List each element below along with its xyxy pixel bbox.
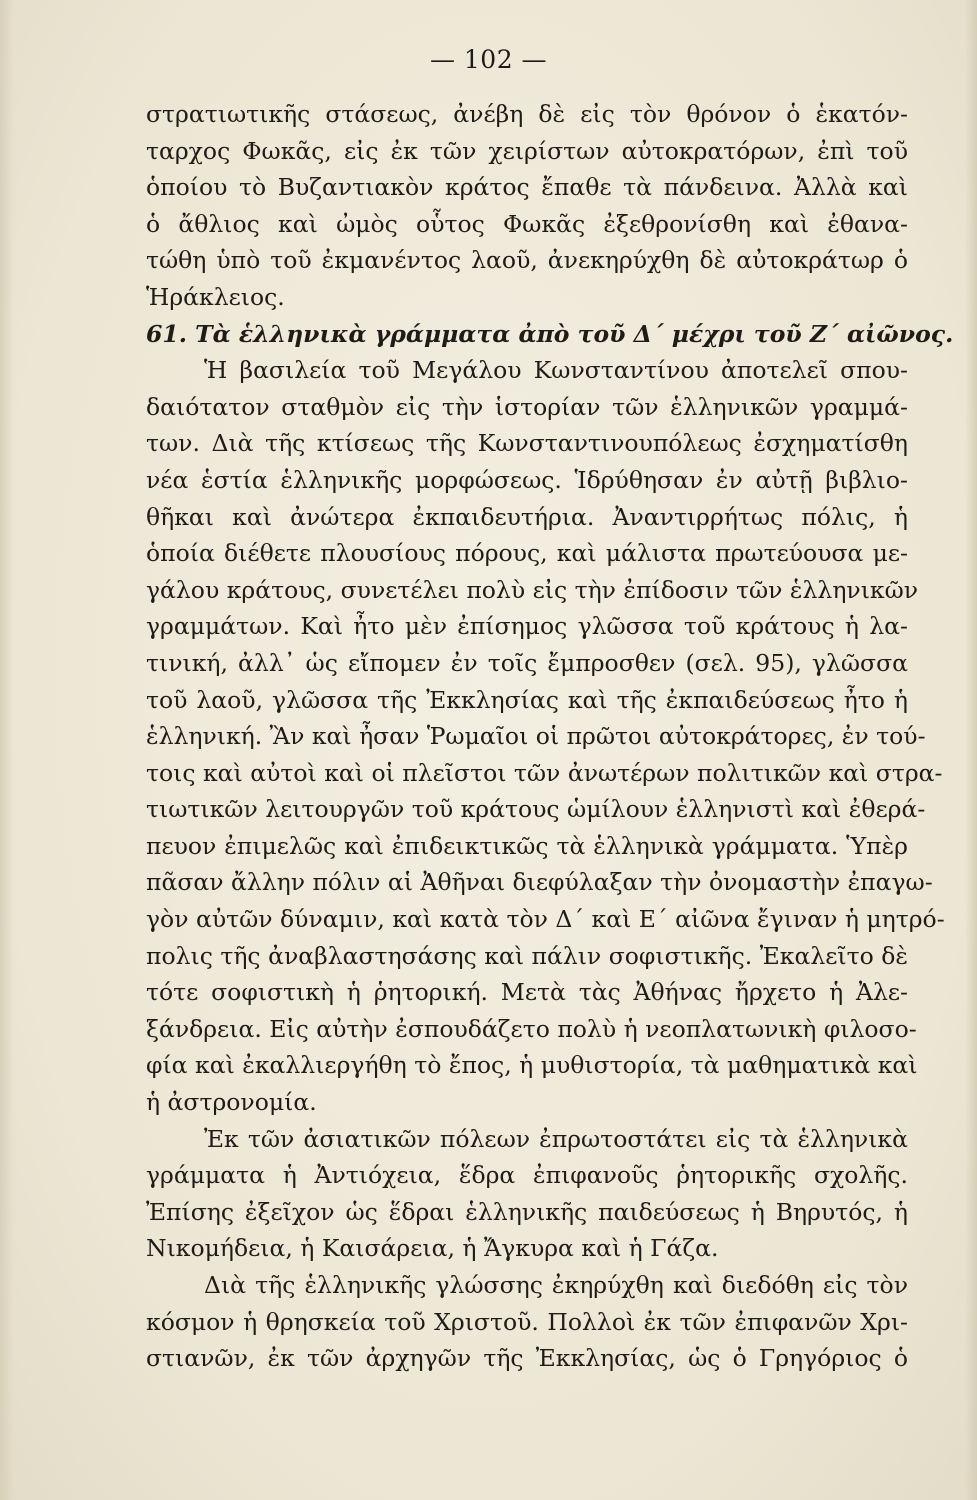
text-line: θῆκαι καὶ ἀνώτερα ἐκπαιδευτήρια. Ἀναντιρρήτως πόλις, ἡ [146,502,908,531]
text-line: στρατιωτικῆς στάσεως, ἀνέβη δὲ εἰς τὸν θρόνον ὁ ἑκατόν- [146,100,908,128]
text-line: Νικομήδεια, ἡ Καισάρεια, ἡ Ἄγκυρα καὶ ἡ Γάζα. [146,1234,719,1263]
text-line: τότε σοφιστικὴ ἡ ῥητορική. Μετὰ τὰς Ἀθήνας ἤρχετο ἡ Ἀλε- [146,978,908,1007]
text-line: γράμματα ἡ Ἀντιόχεια, ἕδρα ἐπιφανοῦς ῥητορικῆς σχολῆς. [146,1161,908,1190]
text-line: ἡ ἀστρονομία. [146,1088,317,1117]
text-line: γάλου κράτους, συνετέλει πολὺ εἰς τὴν ἐπίδοσιν τῶν ἑλληνικῶν [146,575,919,604]
text-line: τοῦ λαοῦ, γλῶσσα τῆς Ἐκκλησίας καὶ τῆς ἐκπαιδεύσεως ἦτο ἡ [146,685,908,714]
text-line: ὁποίου τὸ Βυζαντιακὸν κράτος ἔπαθε τὰ πάνδεινα. Ἀλλὰ καὶ [146,173,908,202]
text-line: ἑλληνική. Ἂν καὶ ἦσαν Ῥωμαῖοι οἱ πρῶτοι αὐτοκράτορες, ἐν τού- [146,722,926,751]
body-text [146,96,954,1377]
text-line: ταρχος Φωκᾶς, εἰς ἐκ τῶν χειρίστων αὐτοκρατόρων, ἐπὶ τοῦ [146,136,908,165]
text-line: κόσμον ἡ θρησκεία τοῦ Χριστοῦ. Πολλοὶ ἐκ τῶν ἐπιφανῶν Χρι- [146,1307,908,1336]
text-line: ὁποία διέθετε πλουσίους πόρους, καὶ μάλιστα πρωτεύουσα με- [146,539,908,568]
page-left-edge-shadow [0,0,14,1500]
text-line: στιανῶν, ἐκ τῶν ἀρχηγῶν τῆς Ἐκκλησίας, ὡς ὁ Γρηγόριος ὁ [146,1344,908,1373]
text-line: Ἡράκλειος. [146,282,285,311]
text-line: πευον ἐπιμελῶς καὶ ἐπιδεικτικῶς τὰ ἑλληνικὰ γράμματα. Ὑπὲρ [146,831,908,860]
text-line: Ἐκ τῶν ἀσιατικῶν πόλεων ἐπρωτοστάτει εἰς τὰ ἑλληνικὰ [204,1124,908,1153]
text-line: τιωτικῶν λειτουργῶν τοῦ κράτους ὡμίλουν ἑλληνιστὶ καὶ ἐθερά- [146,795,926,824]
text-line: νέα ἑστία ἑλληνικῆς μορφώσεως. Ἱδρύθησαν ἐν αὐτῇ βιβλιο- [146,465,908,494]
text-line: των. Διὰ τῆς κτίσεως τῆς Κωνσταντινουπόλεως ἐσχηματίσθη [146,429,908,458]
page-number: — 102 — [429,45,548,74]
text-line: φία καὶ ἐκαλλιεργήθη τὸ ἔπος, ἡ μυθιστορία, τὰ μαθηματικὰ καὶ [146,1051,918,1080]
text-line: δαιότατον σταθμὸν εἰς τὴν ἱστορίαν τῶν ἑλληνικῶν γραμμά- [146,392,908,421]
text-line: πᾶσαν ἄλλην πόλιν αἱ Ἀθῆναι διεφύλαξαν τὴν ὀνομαστὴν ἐπαγω- [146,868,933,897]
text-line: ὁ ἄθλιος καὶ ὠμὸς οὗτος Φωκᾶς ἐξεθρονίσθη καὶ ἐθανα- [146,209,908,238]
section-heading [146,316,954,353]
page-right-edge-shadow [965,0,977,1500]
text-line: γραμμάτων. Καὶ ἦτο μὲν ἐπίσημος γλῶσσα τοῦ κράτους ἡ λα- [146,612,908,641]
text-line: Διὰ τῆς ἑλληνικῆς γλώσσης ἐκηρύχθη καὶ διεδόθη εἰς τὸν [204,1271,908,1299]
text-line: πολις τῆς ἀναβλαστησάσης καὶ πάλιν σοφιστικῆς. Ἐκαλεῖτο δὲ [146,941,908,970]
text-line: Ἐπίσης ἐξεῖχον ὡς ἕδραι ἑλληνικῆς παιδεύσεως ἡ Βηρυτός, ἡ [146,1197,908,1226]
text-line: τοις καὶ αὐτοὶ καὶ οἱ πλεῖστοι τῶν ἀνωτέρων πολιτικῶν καὶ στρα- [146,758,943,787]
section-title: Τὰ ἑλληνικὰ γράμματα ἀπὸ τοῦ Δ΄ μέχρι τοῦ Ζ΄ αἰῶνος. [195,319,954,348]
text-line: τινική, ἀλλ᾽ ὡς εἴπομεν ἐν τοῖς ἔμπροσθεν (σελ. 95), γλῶσσα [146,648,908,677]
text-line: Ἡ βασιλεία τοῦ Μεγάλου Κωνσταντίνου ἀποτελεῖ σπου- [204,356,908,385]
text-line: τώθη ὑπὸ τοῦ ἐκμανέντος λαοῦ, ἀνεκηρύχθη δὲ αὐτοκράτωρ ὁ [146,246,908,275]
text-line: ξάνδρεια. Εἰς αὐτὴν ἐσπουδάζετο πολὺ ἡ νεοπλατωνικὴ φιλοσο- [146,1014,917,1043]
section-number: 61. [146,319,187,348]
text-line: γὸν αὐτῶν δύναμιν, καὶ κατὰ τὸν Δ΄ καὶ Ε΄ αἰῶνα ἔγιναν ἡ μητρό- [146,905,945,934]
